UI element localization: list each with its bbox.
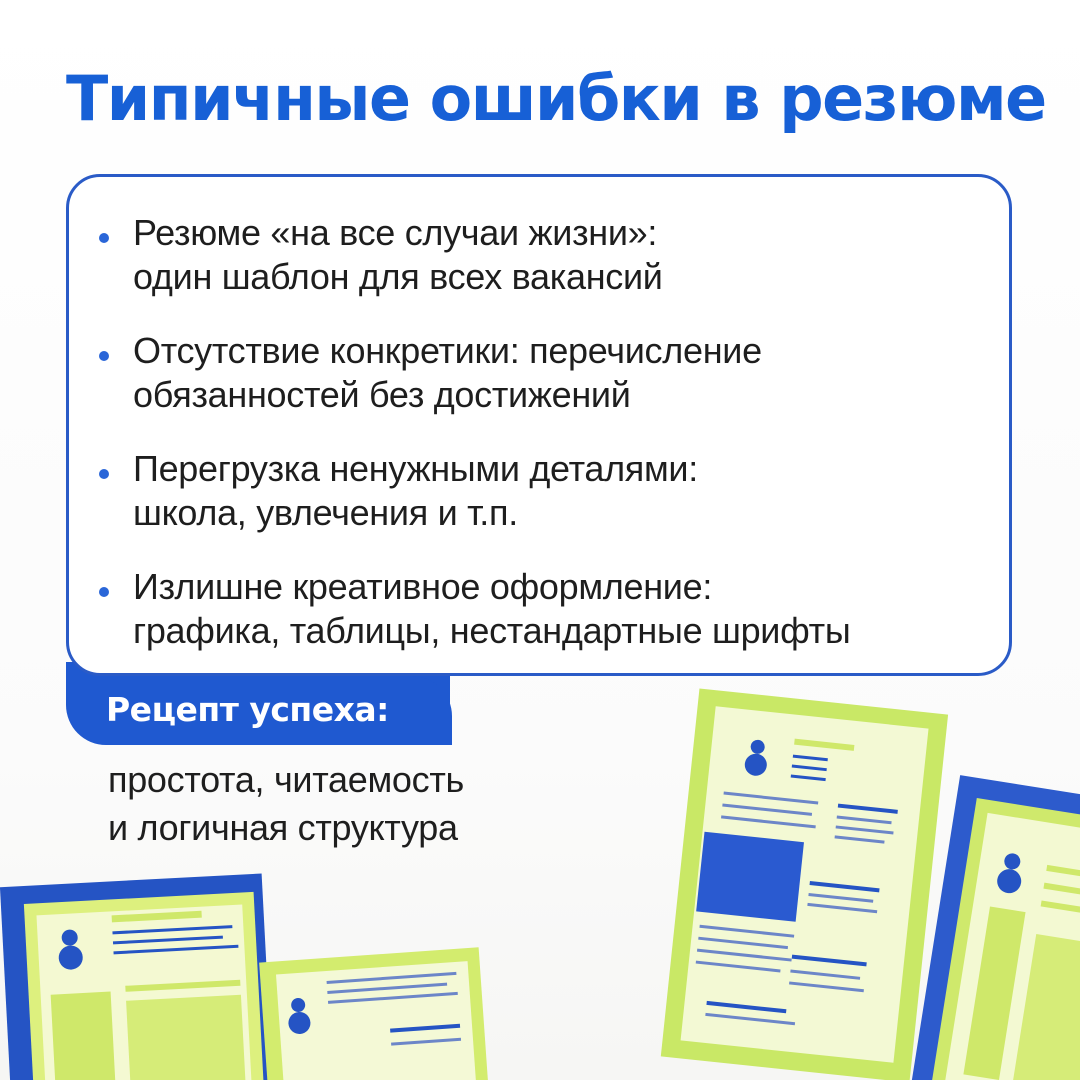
- recipe-label: Рецепт успеха:: [106, 690, 389, 729]
- mistake-line: школа, увлечения и т.п.: [133, 492, 518, 533]
- mistake-line: Перегрузка ненужными деталями:: [133, 448, 698, 489]
- recipe-text: [108, 756, 464, 852]
- mistake-line: графика, таблицы, нестандартные шрифты: [133, 610, 851, 651]
- resume-doc-right: [661, 688, 948, 1080]
- resume-doc-bottom-left: [0, 873, 274, 1080]
- mistakes-card: [66, 174, 1012, 676]
- recipe-line: и логичная структура: [108, 807, 458, 848]
- mistake-item: [69, 329, 850, 417]
- mistake-line: обязанностей без достижений: [133, 374, 631, 415]
- mistake-line: Резюме «на все случаи жизни»:: [133, 212, 658, 253]
- mistake-line: Излишне креативное оформление:: [133, 566, 713, 607]
- mistakes-list: [69, 211, 850, 653]
- mistake-line: один шаблон для всех вакансий: [133, 256, 663, 297]
- recipe-line: простота, читаемость: [108, 759, 464, 800]
- resume-doc-bottom-center: [259, 947, 490, 1080]
- mistake-line: Отсутствие конкретики: перечисление: [133, 330, 762, 371]
- mistake-item: [69, 565, 850, 653]
- mistake-item: [69, 447, 850, 535]
- page-title: Типичные ошибки в резюме: [66, 62, 1046, 135]
- mistake-item: [69, 211, 850, 299]
